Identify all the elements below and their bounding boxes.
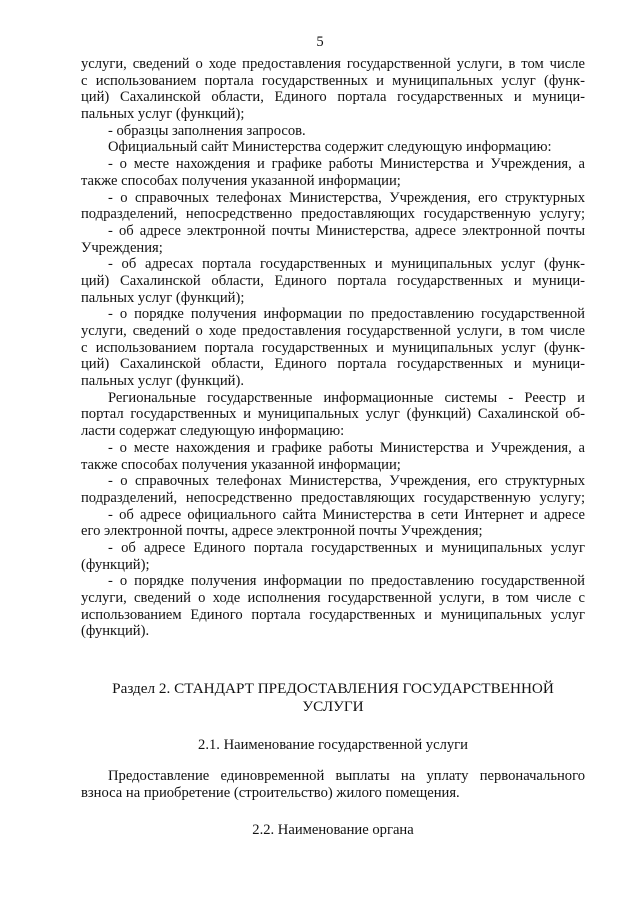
body-text	[81, 56, 585, 640]
text-line: пальных услуг (функций).	[81, 373, 244, 390]
section-heading-line-1: Раздел 2. СТАНДАРТ ПРЕДОСТАВЛЕНИЯ ГОСУДАРСТВЕННОЙ	[112, 680, 554, 697]
text-line: - о месте нахождения и графике работы Министерства и Учреждения, а	[108, 156, 585, 173]
text-line: пальных услуг (функций);	[81, 106, 245, 123]
section-heading-line-2: УСЛУГИ	[302, 698, 364, 715]
text-line: ций) Сахалинской области, Единого портала государственных и муници-	[81, 356, 585, 373]
text-line: - о месте нахождения и графике работы Министерства и Учреждения, а	[108, 439, 585, 456]
text-line: также способах получения указанной информации;	[81, 172, 401, 189]
text-line: (функций).	[81, 623, 150, 640]
text-line: - об адресе электронной почты Министерства, адресе электронной почты	[108, 222, 585, 239]
text-line: - о порядке получения информации по предоставлению государственной	[108, 306, 585, 323]
text-line: ций) Сахалинской области, Единого портала государственных и муници-	[81, 272, 585, 289]
text-line: (функций);	[81, 556, 150, 573]
text-line: использованием Единого портала государственных и муниципальных услуг	[81, 606, 585, 623]
text-line: подразделений, непосредственно предоставляющих государственную услугу;	[81, 489, 585, 506]
text-line: услуги, сведений о ходе исполнения государственной услуги, в том числе с	[81, 590, 585, 606]
text-line: его электронной почты, адресе электронной почты Учреждения;	[81, 523, 483, 540]
subsection-heading-2-1: 2.1. Наименование государственной услуги	[198, 737, 468, 753]
text-line: Региональные государственные информационные системы - Реестр и	[108, 389, 585, 406]
service-name-paragraph	[81, 768, 585, 801]
text-line: с использованием портала государственных и муниципальных услуг (функ-	[81, 72, 585, 89]
text-line: - об адресе Единого портала государственных и муниципальных услуг	[108, 539, 585, 556]
text-line: Предоставление единовременной выплаты на уплату первоначального	[108, 768, 585, 784]
text-line: услуги, сведений о ходе предоставления государственной услуги, в том числе	[81, 56, 585, 72]
text-line: - образцы заполнения запросов.	[108, 122, 306, 139]
text-line: - об адресах портала государственных и муниципальных услуг (функ-	[108, 256, 585, 273]
text-line: - о справочных телефонах Министерства, Учреждения, его структурных	[108, 189, 585, 206]
text-line: ций) Сахалинской области, Единого портала государственных и муници-	[81, 89, 585, 106]
text-line: также способах получения указанной информации;	[81, 456, 401, 473]
text-line: подразделений, непосредственно предоставляющих государственную услугу;	[81, 206, 585, 223]
text-line: ласти содержат следующую информацию:	[81, 423, 345, 440]
text-line: Официальный сайт Министерства содержит следующую информацию:	[108, 139, 552, 156]
text-line: Учреждения;	[81, 239, 163, 256]
text-line: - о справочных телефонах Министерства, Учреждения, его структурных	[108, 473, 585, 490]
text-line: взноса на приобретение (строительство) жилого помещения.	[81, 784, 460, 801]
text-line: с использованием портала государственных и муниципальных услуг (функ-	[81, 339, 585, 356]
section-heading	[81, 680, 585, 716]
text-line: услуги, сведений о ходе предоставления государственной услуги, в том числе	[81, 323, 585, 339]
page-number: 5	[316, 34, 324, 50]
text-line: пальных услуг (функций);	[81, 289, 245, 306]
text-line: портал государственных и муниципальных услуг (функций) Сахалинской об-	[81, 406, 585, 423]
text-line: - о порядке получения информации по предоставлению государственной	[108, 573, 585, 590]
text-line: - об адресе официального сайта Министерства в сети Интернет и адресе	[108, 506, 585, 523]
subsection-heading-2-2: 2.2. Наименование органа	[252, 822, 414, 838]
